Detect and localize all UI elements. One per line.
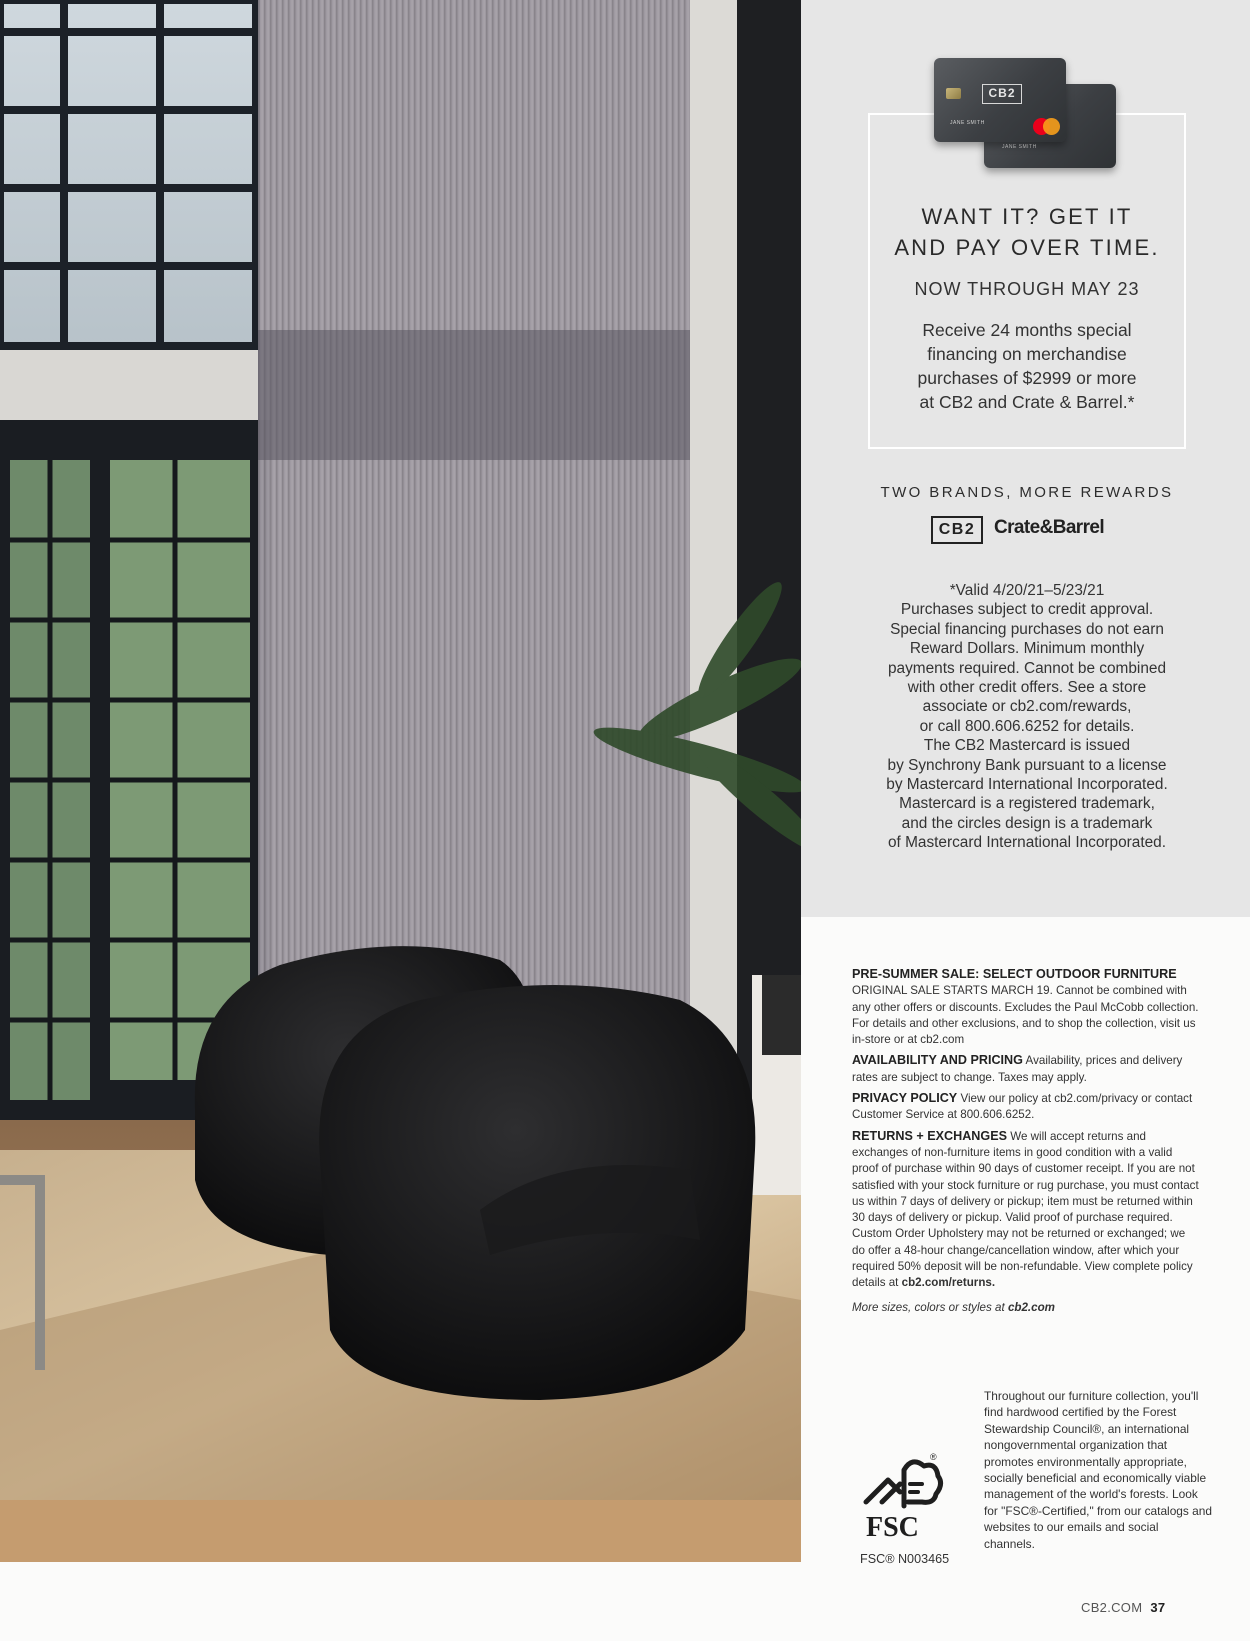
privacy-text: View our policy at cb2.com/privacy or contact Customer Service at 800.606.6252. bbox=[852, 1092, 1193, 1122]
financing-fine-print: *Valid 4/20/21–5/23/21 Purchases subject to credit approval. Special financing purchases do not earn Reward Dollars. Minimum monthly payments required. Cannot be combined with other credit offers. See a store associate or cb2.com/rewards, or call 800.606.6252 for details. The CB2 Mastercard is issued by Synchrony Bank pursuant to a license by Mastercard International Incorporated. Mastercard is a registered trademark, and the circles design is a trademark of Mastercard International Incorporated. bbox=[886, 582, 1168, 852]
card-holder-name: JANE SMITH bbox=[950, 120, 985, 126]
credit-card-promo-panel bbox=[801, 0, 1250, 917]
returns-text: We will accept returns and exchanges of non-furniture items in good condition with a valid proof of purchase within 90 days of customer receipt. If you are not satisfied with your stock furniture or rug purchase, you must contact us within 7 days of delivery or pickup; item must be returned within 30 days of delivery or pickup. Valid proof of purchase required. Custom Order Upholstery may not be returned or exchanged; we do offer a 48-hour change/cancellation window, after which your required 50% deposit will be non-refundable. View complete policy details at bbox=[852, 1129, 1199, 1290]
promo-body: Receive 24 months special financing on merchandise purchases of $2999 or more at CB2 and Crate & Barrel.* bbox=[917, 320, 1137, 412]
mastercard-logo-icon bbox=[1033, 118, 1063, 136]
card-holder-name: JANE SMITH bbox=[1002, 144, 1037, 150]
card-cb2-logo: CB2 bbox=[982, 84, 1022, 104]
fsc-registered-mark: ® bbox=[930, 1452, 937, 1462]
brand-logos bbox=[868, 516, 1186, 548]
sale-text: ORIGINAL SALE STARTS MARCH 19. Cannot be combined with any other offers or discounts. Excludes the Paul McCobb collection. For details and other exclusions, and to shop the collection, visit us in-store or at cb2.com bbox=[852, 984, 1199, 1047]
policies-section bbox=[852, 966, 1200, 1320]
fsc-wordmark: FSC bbox=[866, 1512, 919, 1543]
returns-heading: RETURNS + EXCHANGES bbox=[852, 1128, 1007, 1143]
sale-policy bbox=[852, 966, 1200, 1048]
sale-heading: PRE-SUMMER SALE: SELECT OUTDOOR FURNITURE bbox=[852, 967, 1177, 981]
promo-headline: WANT IT? GET IT AND PAY OVER TIME. bbox=[894, 204, 1160, 260]
privacy-policy bbox=[852, 1090, 1200, 1124]
privacy-heading: PRIVACY POLICY bbox=[852, 1091, 958, 1106]
cb2-link[interactable]: cb2.com bbox=[1007, 1300, 1055, 1314]
availability-heading: AVAILABILITY AND PRICING bbox=[852, 1053, 1023, 1068]
credit-card-front-image bbox=[934, 58, 1066, 142]
fsc-tree-logo-icon bbox=[852, 1444, 952, 1544]
returns-policy bbox=[852, 1128, 1200, 1292]
availability-text: Availability, prices and delivery rates are subject to change. Taxes may apply. bbox=[852, 1054, 1183, 1084]
cb2-logo: CB2 bbox=[931, 516, 983, 544]
crate-and-barrel-logo: Crate&Barrel bbox=[994, 517, 1105, 538]
card-chip-icon bbox=[946, 88, 961, 99]
more-styles-note: More sizes, colors or styles at cb2.com bbox=[852, 1300, 1055, 1314]
page-number: 37 bbox=[1150, 1600, 1166, 1615]
fsc-description: Throughout our furniture collection, you'll find hardwood certified by the Forest Stewardship Council®, an international nongovernmental organization that promotes environmentally appropriate, socially beneficial and economically viable management of the world's forests. Look for "FSC®-Certified," from our catalogs and websites to our emails and social channels. bbox=[984, 1389, 1213, 1551]
fsc-certification-block bbox=[852, 1384, 1212, 1564]
fsc-license-code: FSC® N003465 bbox=[860, 1552, 950, 1566]
returns-link[interactable]: cb2.com/returns. bbox=[901, 1276, 996, 1290]
promo-dates: NOW THROUGH MAY 23 bbox=[914, 279, 1140, 299]
page-footer bbox=[1081, 1600, 1165, 1615]
availability-policy bbox=[852, 1052, 1200, 1086]
footer-site: CB2.COM bbox=[1081, 1600, 1143, 1615]
brands-title: TWO BRANDS, MORE REWARDS bbox=[880, 484, 1174, 501]
